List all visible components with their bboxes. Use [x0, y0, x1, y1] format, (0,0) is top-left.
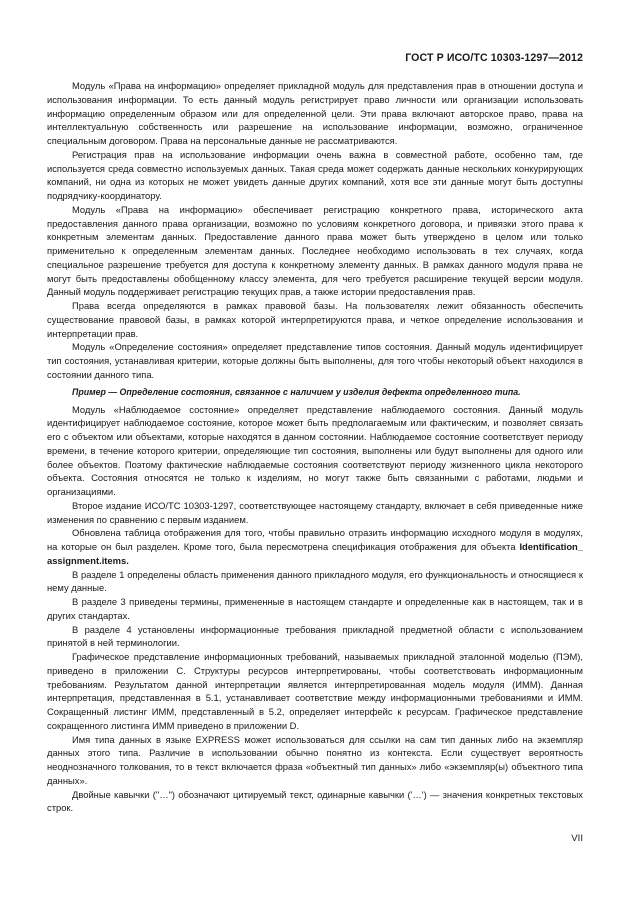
paragraph-section-1: В разделе 1 определены область применения данного прикладного модуля, его функциональность и относящиеся к нему данные. — [47, 568, 583, 594]
paragraph-rights-module: Модуль «Права на информацию» обеспечивает регистрацию конкретного права, исторического акта предоставления данного права организации, возможно по условиям конкретного договора, и привязки этого права к конкретным элементам данных. Предоставление данного права может быть утверждено в целом или только применительно к определенным элементам данных. Последнее необходимо использовать в тех случаях, когда специальное разрешение требуется для доступа к конкретному элементу данных. В рамках данного модуля права не могут быть предоставлены обобщенному классу элемента, для чего требуется расширение текущей версии модуля. Данный модуль поддерживает регистрацию текущих прав, а также истории предоставления прав. — [47, 203, 583, 298]
paragraph-section-3: В разделе 3 приведены термины, примененные в настоящем стандарте и определенные как в настоящем, так и в других стандартах. — [47, 596, 583, 621]
paragraph-info-rights: Модуль «Права на информацию» определяет прикладной модуль для представления прав в отношении доступа и использования информации. То есть данный модуль регистрирует право личности или организации использовать информацию определенным образом или для определенной цели. Эти права включают авторское право, права на интеллектуальную собственность или разрешение на использование информации, возможно, ограниченное специальным договором. Права на персональные данные не рассматриваются. — [47, 80, 583, 146]
paragraph-second-edition: Второе издание ИСО/ТС 10303-1297, соответствующее настоящему стандарту, включает в себя приведенные ниже изменения по сравнению с первым изданием. — [47, 499, 583, 525]
mapping-text: Обновлена таблица отображения для того, чтобы правильно отразить информацию исходного модуля в модулях, на которые он был разделен. Кроме того, была пересмотрена спецификация отображения для объекта — [47, 527, 583, 552]
paragraph-state-definition: Модуль «Определение состояния» определяет представление типов состояния. Данный модуль идентифицирует тип состояния, устанавливая критерии, которые должны быть выполнены, для того чтобы некоторый объект находился в состоянии данного типа. — [47, 341, 583, 380]
paragraph-rights-registration: Регистрация прав на использование информации очень важна в совместной работе, особенно там, где используется среда совместно используемых данных. Такая среда может содержать данные нескольких конкурирующих компаний, ни одна из которых не может увидеть данные других компаний, хотя все эти данные могут быть доступны подрядчику-координатору. — [47, 148, 583, 201]
paragraph-section-4: В разделе 4 установлены информационные требования прикладной предметной области с использованием принятой в ней терминологии. — [47, 623, 583, 649]
page-number: VII — [571, 833, 583, 844]
paragraph-express-types: Имя типа данных в языке EXPRESS может использоваться для ссылки на сам тип данных либо на экземпляр данных этого типа. Различие в использовании обычно понятно из контекста. Если существует вероятность неоднозначного толкования, то в текст включается фраза «объектный тип данных» либо «экземпляр(ы) объектного типа данных». — [47, 733, 583, 786]
standard-header: ГОСТ Р ИСО/ТС 10303-1297—2012 — [405, 52, 583, 64]
paragraph-legal-base: Права всегда определяются в рамках правовой базы. На пользователях лежит обязанность обеспечить существование правовой базы, в рамках которой интерпретируются права, и четкое определение использования и интерпретации прав. — [47, 300, 583, 339]
mapping-entity-name: Identification_ assignment.items. — [47, 541, 583, 566]
paragraph-mapping-table — [47, 526, 583, 567]
body-text — [47, 79, 583, 815]
paragraph-arm-aim: Графическое представление информационных требований, называемых прикладной эталонной моделью (ПЭМ), приведено в приложении С. Структуры ресурсов интерпретированы, чтобы соответствовать информационным требованиям. Результатом данной интерпретации является интерпретированная модель модуля (ИММ). Данная интерпретация, представленная в 5.1, устанавливает соответствие между информационными требованиями и ИММ. Сокращенный листинг ИММ, представленный в 5.2, определяет интерфейс к ресурсам. Графическое представление сокращенного листинга ИММ приведено в приложении D. — [47, 651, 583, 731]
paragraph-quotes: Двойные кавычки ("…") обозначают цитируемый текст, одинарные кавычки ('…') — значения конкретных текстовых строк. — [47, 788, 583, 814]
paragraph-observed-state: Модуль «Наблюдаемое состояние» определяет представление наблюдаемого состояния. Данный модуль идентифицирует наблюдаемое состояние, которое может быть предполагаемым или фактическим, и позволяет связать его с объектом или объектами, которые находятся в данном состоянии. Наблюдаемое состояние соответствует периоду времени, в течение которого критерии, определяющие тип состояния, выполнены или будут выполнены для одного или более объектов. Поэтому фактические наблюдаемые состояния соответствуют периоду жизненного цикла некоторого объекта. Состояния относятся не только к изделиям, но могут также быть связанными с работами, людьми и организациями. — [47, 403, 583, 497]
example-note: Пример — Определение состояния, связанное с наличием у изделия дефекта определенного типа. — [72, 386, 521, 397]
